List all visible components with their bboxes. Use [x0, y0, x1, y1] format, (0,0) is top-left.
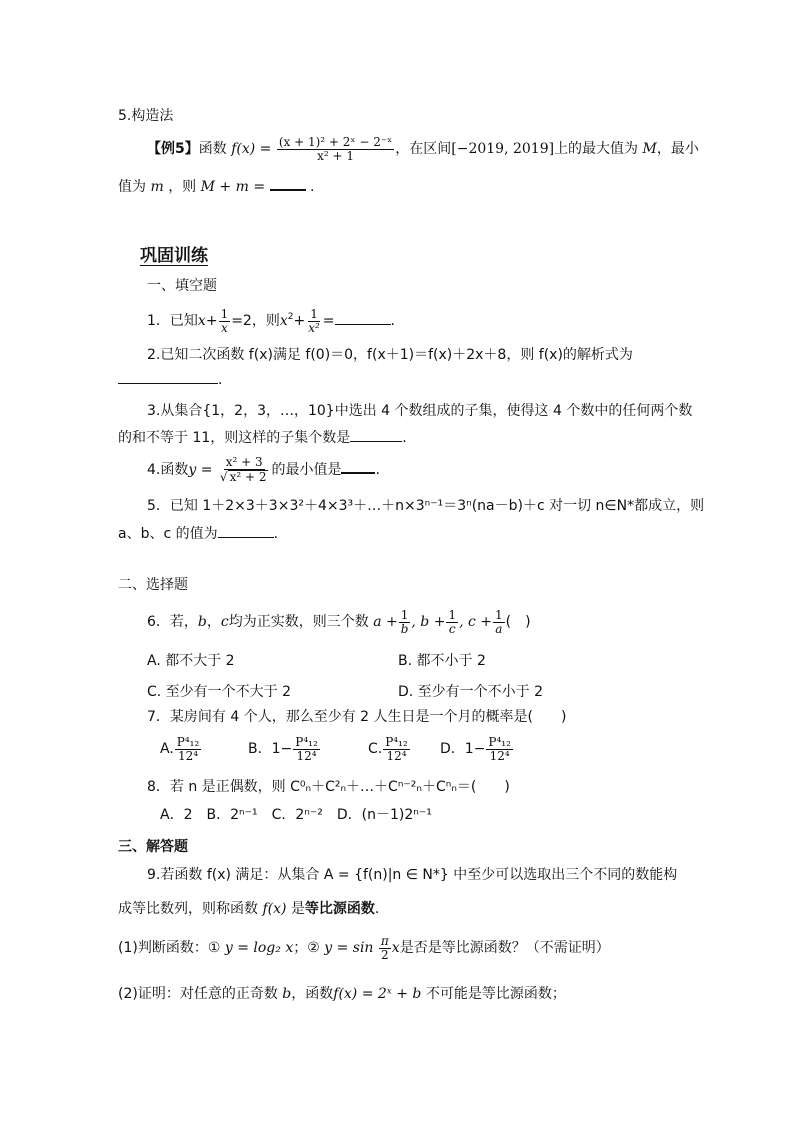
- question-3-line2: 的和不等于 11，则这样的子集个数是 .: [118, 430, 407, 446]
- question-4: 4.函数y = $\frac{\text{x² + 3}}{\text{√ x² + 2}}$ 的最小值是 .: [147, 455, 380, 484]
- section-title: 5.构造法: [118, 108, 174, 124]
- question-2-line2: .: [118, 372, 222, 388]
- example-fraction: $\frac{\text{(x + 1)² + 2ˣ − 2⁻ˣ}}{\text{x² + 1}}$: [278, 134, 393, 163]
- question-5-line2: a、b、c 的值为 .: [118, 526, 279, 542]
- q7-option-d: D．1− $\frac{\text{P⁴₁₂}}{\text{12⁴}}$: [440, 734, 511, 763]
- question-9-line2: 成等比数列，则称函数 f(x) 是等比源函数.: [118, 901, 380, 917]
- answer-blank: [118, 382, 218, 384]
- term-definition: 等比源函数: [304, 901, 375, 917]
- q6-option-b: B. 都不小于 2: [398, 653, 486, 669]
- question-8: 8．若 n 是正偶数，则 C⁰ₙ＋C²ₙ＋…＋Cⁿ⁻²ₙ＋Cⁿₙ＝( ): [147, 779, 510, 795]
- section-heading: 巩固训练: [140, 246, 208, 266]
- q7-option-c: C. $\frac{\text{P⁴₁₂}}{\text{12⁴}}$: [368, 734, 408, 763]
- question-9-line1: 9.若函数 f(x) 满足：从集合 A = {f(n)|n ∈ N*} 中至少可以选取出三个不同的数能构: [147, 867, 678, 883]
- question-6: 6．若，b，c均为正实数，则三个数 a + $\frac{1}{b}$ , b + $\frac{1}{c}$ , c + $\frac{1}{a}$ ( ): [147, 607, 531, 636]
- q7-option-b: B．1− $\frac{\text{P⁴₁₂}}{\text{12⁴}}$: [248, 734, 318, 763]
- q6-option-c: C. 至少有一个不大于 2: [147, 684, 292, 700]
- q6-option-a: A. 都不大于 2: [147, 653, 235, 669]
- part3-title: 三、解答题: [118, 839, 188, 855]
- answer-blank: [270, 188, 306, 191]
- q6-option-d: D. 至少有一个不小于 2: [398, 684, 544, 700]
- q8-options: A．2 B．2ⁿ⁻¹ C．2ⁿ⁻² D．(n－1)2ⁿ⁻¹: [160, 807, 432, 823]
- question-1: 1．已知x+ $\frac{1}{x}$ =2，则$x^2+$ $\frac{1}{\text{x²}}$ = .: [147, 306, 395, 335]
- question-9-part1: (1)判断函数：① y = log₂ x；② y = sin $\frac{\pi}{2}$ x是否是等比源函数？（不需证明）: [118, 933, 610, 962]
- example-label: 【例5】: [147, 141, 199, 157]
- answer-blank: [335, 323, 391, 325]
- part2-title: 二、选择题: [118, 577, 188, 593]
- question-3-line1: 3.从集合{1，2，3，…，10}中选出 4 个数组成的子集，使得这 4 个数中的任何两个数: [147, 403, 693, 419]
- answer-blank: [341, 471, 375, 474]
- example-5-line2: 值为 m ，则 M + m = .: [118, 179, 315, 195]
- question-9-part2: (2)证明：对任意的正奇数 b，函数f(x) = 2ˣ + b 不可能是等比源函数；: [118, 986, 566, 1002]
- part1-title: 一、填空题: [147, 278, 217, 294]
- question-7: 7．某房间有 4 个人，那么至少有 2 人生日是一个月的概率是( ): [147, 709, 567, 725]
- q7-option-a: A. $\frac{\text{P⁴₁₂}}{\text{12⁴}}$: [160, 734, 200, 763]
- answer-blank: [350, 440, 402, 442]
- question-2-line1: 2.已知二次函数 f(x)满足 f(0)＝0，f(x＋1)＝f(x)＋2x＋8，则 f(x)的解析式为: [147, 347, 633, 363]
- answer-blank: [218, 536, 274, 538]
- question-5-line1: 5．已知 1＋2×3＋3×3²＋4×3³＋…＋n×3ⁿ⁻¹＝3ⁿ(na－b)＋c 对一切 n∈N*都成立，则: [147, 498, 705, 514]
- example-5-line1: 【例5】函数 f(x) = $\frac{\text{(x + 1)² + 2ˣ − 2⁻ˣ}}{\text{x² + 1}}$ ，在区间[−2019, 2019]上的最大值为 M，最小: [147, 134, 699, 163]
